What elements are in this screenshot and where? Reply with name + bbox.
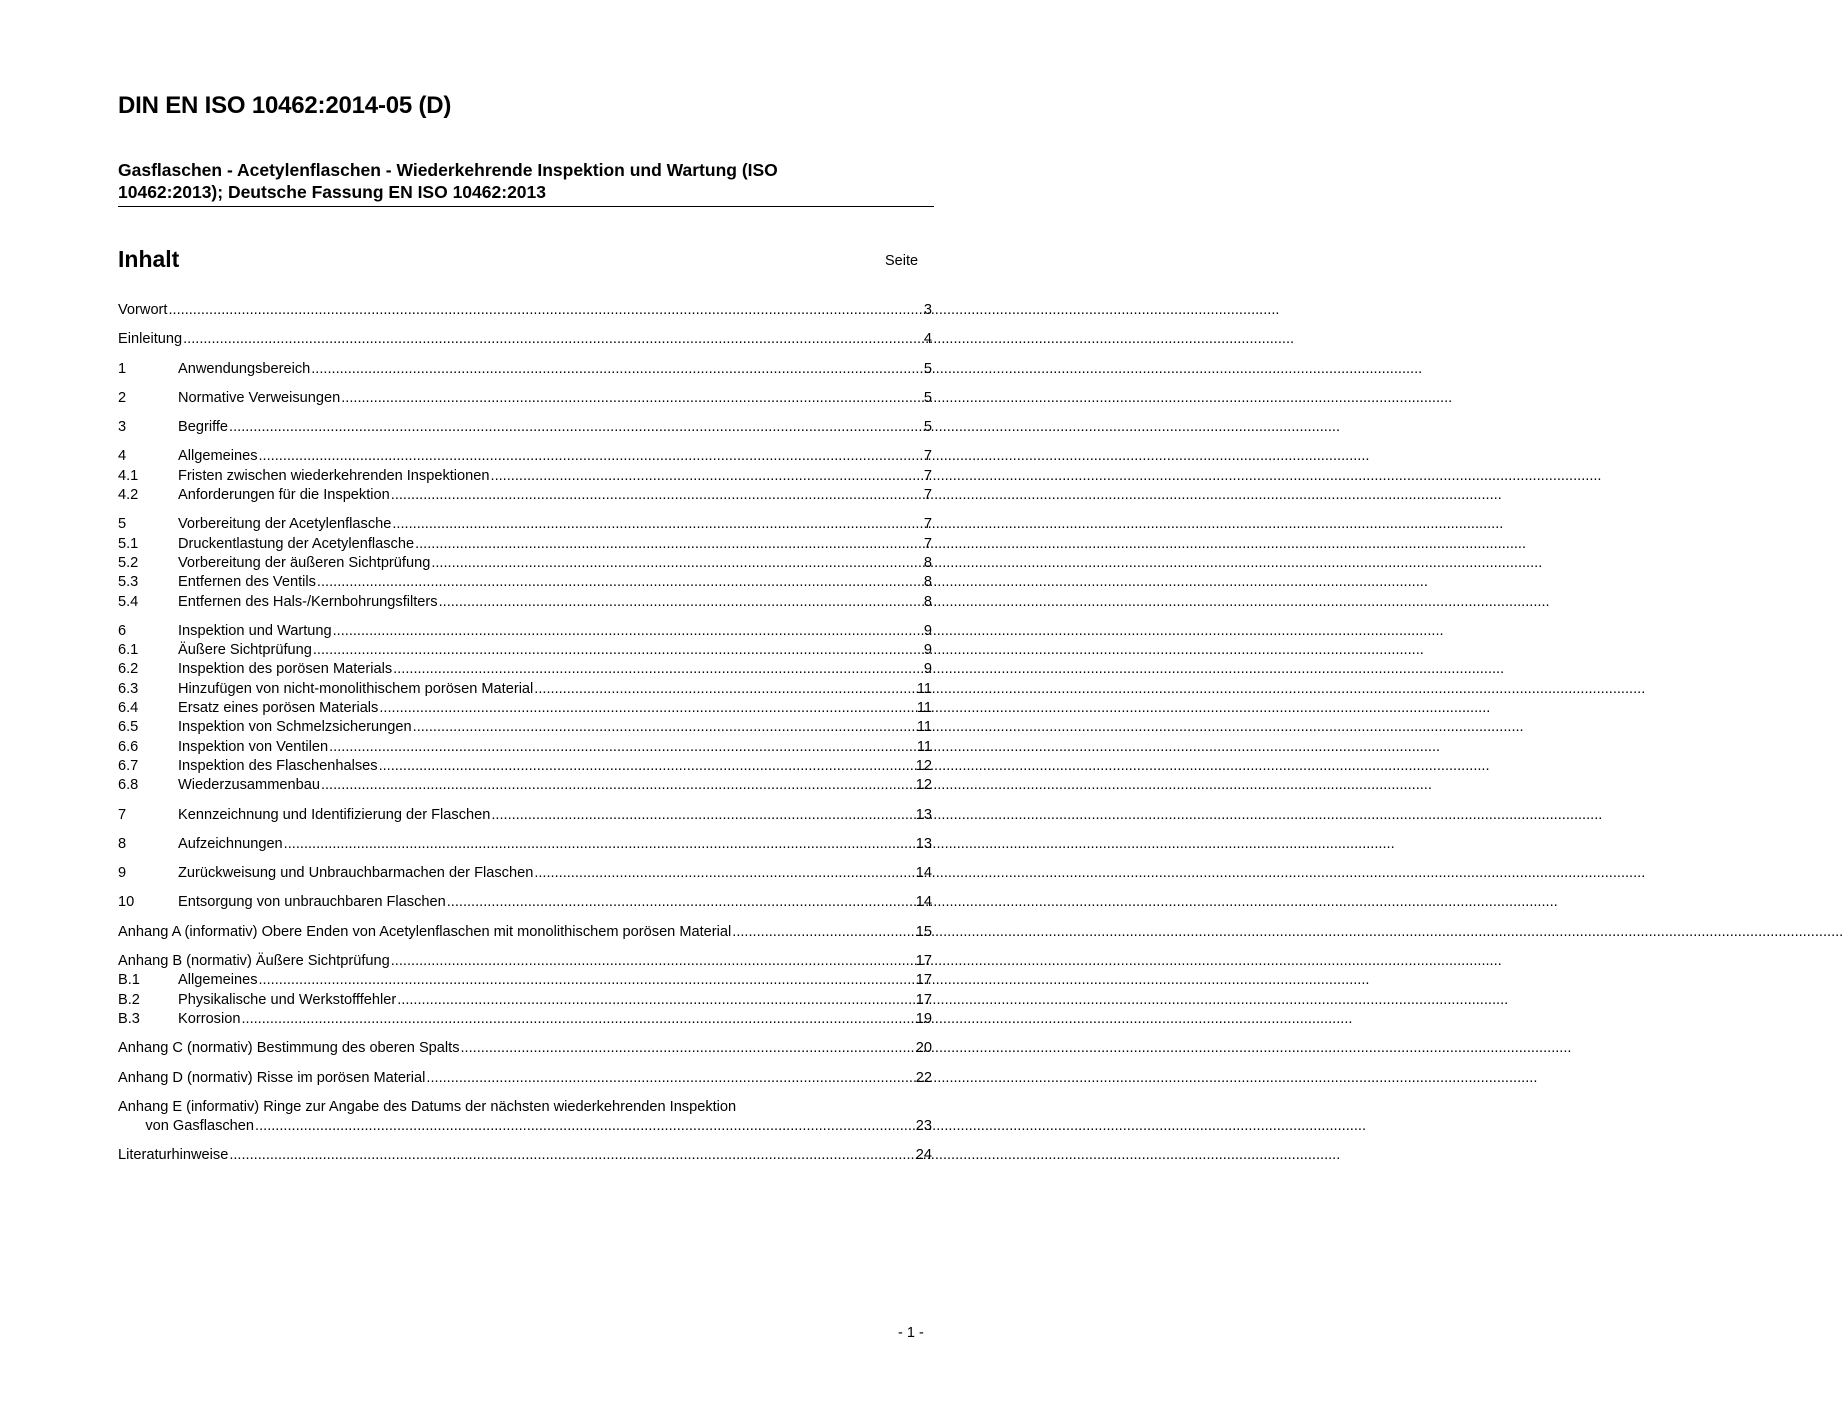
toc-entry-page: 15 bbox=[915, 923, 932, 940]
toc-dot-leader bbox=[439, 593, 923, 612]
toc-entry-title: Inspektion von Schmelzsicherungen bbox=[178, 719, 412, 736]
toc-entry-page: 19 bbox=[915, 1010, 932, 1027]
toc-dot-leader bbox=[333, 622, 923, 641]
toc-group bbox=[118, 893, 932, 912]
toc-entry-page: 7 bbox=[923, 448, 932, 465]
toc-entry-title: Ersatz eines porösen Materials bbox=[178, 700, 379, 717]
toc-entry-title: Anhang B (normativ) Äußere Sichtprüfung bbox=[118, 953, 390, 970]
toc-entry[interactable] bbox=[118, 515, 932, 534]
toc-entry-number: B.2 bbox=[118, 991, 140, 1008]
toc-entry-number: B.1 bbox=[118, 972, 140, 989]
toc-entry-page: 8 bbox=[923, 554, 932, 571]
toc-entry-number: 6.2 bbox=[118, 661, 139, 678]
toc-entry-number: 4 bbox=[118, 448, 127, 465]
toc-group bbox=[118, 952, 932, 1029]
toc-entry-number: 10 bbox=[118, 894, 135, 911]
toc-dot-leader bbox=[241, 1010, 914, 1029]
toc-entry[interactable] bbox=[118, 660, 932, 679]
toc-entry-number: 5.2 bbox=[118, 554, 139, 571]
toc-entry-title: von Gasflaschen bbox=[145, 1118, 255, 1135]
toc-entry-page: 11 bbox=[916, 700, 932, 717]
toc-group bbox=[118, 1069, 932, 1088]
toc-entry[interactable] bbox=[118, 971, 932, 990]
toc-entry-title: Anhang D (normativ) Risse im porösen Material bbox=[118, 1069, 426, 1086]
toc-entry[interactable] bbox=[118, 1117, 932, 1136]
toc-entry-title: Inspektion und Wartung bbox=[178, 622, 332, 639]
toc-entry-number: 4.2 bbox=[118, 487, 139, 504]
toc-entry-title: Kennzeichnung und Identifizierung der Flaschen bbox=[178, 806, 491, 823]
toc-entry-title: Allgemeines bbox=[178, 448, 258, 465]
toc-entry-page: 17 bbox=[915, 953, 932, 970]
toc-dot-leader bbox=[391, 486, 923, 505]
toc-dot-leader bbox=[392, 515, 923, 534]
toc-entry[interactable] bbox=[118, 864, 932, 883]
toc-dot-leader bbox=[534, 680, 916, 699]
toc-entry-number: 5.1 bbox=[118, 535, 139, 552]
toc-group bbox=[118, 622, 932, 796]
toc-dot-leader bbox=[168, 301, 922, 320]
toc-entry[interactable] bbox=[118, 360, 932, 379]
toc-entry-page: 12 bbox=[915, 777, 932, 794]
toc-entry-title: Physikalische und Werkstofffehler bbox=[178, 991, 397, 1008]
toc-entry[interactable] bbox=[118, 718, 932, 737]
toc-entry-page: 11 bbox=[916, 680, 932, 697]
title-divider bbox=[118, 206, 934, 207]
toc-dot-leader bbox=[732, 923, 915, 942]
toc-entry-number: B.3 bbox=[118, 1010, 140, 1027]
toc-entry[interactable] bbox=[118, 738, 932, 757]
toc-dot-leader bbox=[397, 991, 915, 1010]
toc-dot-leader bbox=[229, 418, 923, 437]
toc-entry-page: 9 bbox=[923, 661, 932, 678]
toc-dot-leader bbox=[311, 360, 923, 379]
toc-entry-number: 1 bbox=[118, 360, 127, 377]
toc-entry-number: 4.1 bbox=[118, 467, 139, 484]
toc-group bbox=[118, 1146, 932, 1165]
toc-entry[interactable] bbox=[118, 641, 932, 660]
toc-entry-title: Druckentlastung der Acetylenflasche bbox=[178, 535, 415, 552]
toc-entry-page: 5 bbox=[923, 419, 932, 436]
toc-entry[interactable] bbox=[118, 554, 932, 573]
toc-entry-number: 9 bbox=[118, 865, 127, 882]
toc-entry-title: Hinzufügen von nicht-monolithischem porösen Material bbox=[178, 680, 534, 697]
toc-entry-number: 6.6 bbox=[118, 738, 139, 755]
toc-dot-leader bbox=[534, 864, 914, 883]
toc-entry-page: 9 bbox=[923, 622, 932, 639]
toc-dot-leader bbox=[321, 776, 915, 795]
toc-entry-page: 14 bbox=[915, 865, 932, 882]
toc-group bbox=[118, 1098, 932, 1137]
toc-entry-title: Äußere Sichtprüfung bbox=[178, 642, 312, 659]
toc-entry-title: Anhang C (normativ) Bestimmung des oberen Spalts bbox=[118, 1040, 460, 1057]
toc-entry-page: 5 bbox=[923, 360, 932, 377]
toc-group bbox=[118, 301, 932, 320]
toc-entry-number: 6.1 bbox=[118, 642, 139, 659]
toc-entry-page: 11 bbox=[916, 738, 932, 755]
toc-entry-title: Zurückweisung und Unbrauchbarmachen der Flaschen bbox=[178, 865, 534, 882]
toc-group bbox=[118, 515, 932, 611]
toc-entry-page: 9 bbox=[923, 642, 932, 659]
toc-entry-title: Entfernen des Hals-/Kernbohrungsfilters bbox=[178, 593, 438, 610]
toc-entry-page: 7 bbox=[923, 487, 932, 504]
toc-entry-page: 13 bbox=[915, 835, 932, 852]
toc-entry-page: 24 bbox=[915, 1147, 932, 1164]
toc-entry-number: 6.7 bbox=[118, 757, 139, 774]
toc-entry-number: 6.4 bbox=[118, 700, 139, 717]
toc-entry[interactable] bbox=[118, 593, 932, 612]
toc-entry[interactable] bbox=[118, 699, 932, 718]
toc-entry-page: 5 bbox=[923, 389, 932, 406]
toc-dot-leader bbox=[426, 1069, 914, 1088]
toc-dot-leader bbox=[431, 554, 923, 573]
toc-dot-leader bbox=[329, 738, 916, 757]
toc-dot-leader bbox=[259, 971, 915, 990]
toc-dot-leader bbox=[393, 660, 923, 679]
toc-entry-title: Inspektion des Flaschenhalses bbox=[178, 757, 378, 774]
toc-entry-page: 23 bbox=[915, 1118, 932, 1135]
toc-entry-title: Inspektion des porösen Materials bbox=[178, 661, 393, 678]
toc-dot-leader bbox=[229, 1146, 914, 1165]
toc-dot-leader bbox=[391, 952, 915, 971]
toc-entry[interactable] bbox=[118, 1069, 932, 1088]
toc-entry-title: Literaturhinweise bbox=[118, 1147, 229, 1164]
toc-dot-leader bbox=[313, 641, 923, 660]
toc-entry[interactable] bbox=[118, 535, 932, 554]
toc-entry-title: Vorbereitung der äußeren Sichtprüfung bbox=[178, 554, 431, 571]
toc-group bbox=[118, 864, 932, 883]
toc-entry[interactable] bbox=[118, 467, 932, 486]
toc-entry-title: Normative Verweisungen bbox=[178, 389, 341, 406]
toc-entry[interactable] bbox=[118, 757, 932, 776]
toc-group bbox=[118, 923, 932, 942]
toc-entry-title: Begriffe bbox=[178, 419, 229, 436]
toc-entry-title: Anhang E (informativ) Ringe zur Angabe des Datums der nächsten wiederkehrenden Inspektion bbox=[118, 1098, 737, 1115]
toc-entry-page: 11 bbox=[916, 719, 932, 736]
toc-entry-page: 7 bbox=[923, 516, 932, 533]
toc-entry-title: Aufzeichnungen bbox=[178, 835, 283, 852]
toc-dot-leader bbox=[447, 893, 915, 912]
toc-entry-number: 2 bbox=[118, 389, 127, 406]
document-title: DIN EN ISO 10462:2014-05 (D) bbox=[118, 92, 452, 119]
toc-entry-page: 8 bbox=[923, 593, 932, 610]
toc-entry-title: Einleitung bbox=[118, 331, 183, 348]
toc-group bbox=[118, 360, 932, 379]
toc-entry[interactable] bbox=[118, 835, 932, 854]
toc-entry[interactable] bbox=[118, 1098, 932, 1117]
toc-entry-number: 5.3 bbox=[118, 574, 139, 591]
toc-entry[interactable] bbox=[118, 806, 932, 825]
toc-entry[interactable] bbox=[118, 991, 932, 1010]
toc-entry[interactable] bbox=[118, 893, 932, 912]
toc-group bbox=[118, 835, 932, 854]
toc-dot-leader bbox=[183, 330, 923, 349]
toc-entry[interactable] bbox=[118, 486, 932, 505]
toc-entry-number: 5 bbox=[118, 516, 127, 533]
toc-entry-page: 20 bbox=[915, 1040, 932, 1057]
toc-entry-number: 6.3 bbox=[118, 680, 139, 697]
toc-group bbox=[118, 806, 932, 825]
toc-group bbox=[118, 447, 932, 505]
toc-entry-page: 12 bbox=[915, 757, 932, 774]
toc-entry[interactable] bbox=[118, 418, 932, 437]
toc-group bbox=[118, 330, 932, 349]
toc-entry-title: Allgemeines bbox=[178, 972, 258, 989]
toc-entry-title: Vorbereitung der Acetylenflasche bbox=[178, 516, 392, 533]
toc-dot-leader bbox=[284, 835, 915, 854]
toc-entry[interactable] bbox=[118, 389, 932, 408]
toc-entry-number: 3 bbox=[118, 419, 127, 436]
toc-dot-leader bbox=[379, 757, 915, 776]
toc-entry-page: 17 bbox=[915, 972, 932, 989]
toc-dot-leader bbox=[379, 699, 915, 718]
toc-dot-leader bbox=[491, 806, 914, 825]
toc-entry-title: Anforderungen für die Inspektion bbox=[178, 487, 390, 504]
toc-entry[interactable] bbox=[118, 447, 932, 466]
toc-entry-page: 14 bbox=[915, 894, 932, 911]
toc-dot-leader bbox=[259, 447, 923, 466]
toc-entry-title: Korrosion bbox=[178, 1010, 241, 1027]
footer-page-number: - 1 - bbox=[898, 1325, 924, 1341]
toc-entry[interactable] bbox=[118, 923, 932, 942]
toc-entry-number: 6.8 bbox=[118, 777, 139, 794]
toc-entry-title: Inspektion von Ventilen bbox=[178, 738, 329, 755]
toc-dot-leader bbox=[341, 389, 923, 408]
toc-entry-page: 22 bbox=[915, 1069, 932, 1086]
toc-entry-title: Anhang A (informativ) Obere Enden von Acetylenflaschen mit monolithischem porösen Material bbox=[118, 923, 732, 940]
subtitle-line-2: 10462:2013); Deutsche Fassung EN ISO 10462:2013 bbox=[118, 182, 546, 202]
toc-entry-title: Vorwort bbox=[118, 302, 168, 318]
toc-dot-leader bbox=[491, 467, 923, 486]
table-of-contents bbox=[118, 301, 932, 1176]
toc-entry-title: Wiederzusammenbau bbox=[178, 777, 320, 794]
toc-dot-leader bbox=[413, 718, 916, 737]
toc-dot-leader bbox=[415, 535, 923, 554]
toc-group bbox=[118, 418, 932, 437]
document-subtitle bbox=[118, 159, 918, 203]
toc-entry-title: Fristen zwischen wiederkehrenden Inspektionen bbox=[178, 467, 490, 484]
toc-dot-leader bbox=[461, 1039, 915, 1058]
toc-entry-title: Entsorgung von unbrauchbaren Flaschen bbox=[178, 894, 446, 911]
toc-entry[interactable] bbox=[118, 573, 932, 592]
toc-entry-page: 7 bbox=[923, 535, 932, 552]
toc-entry-page: 17 bbox=[915, 991, 932, 1008]
toc-entry-page: 13 bbox=[915, 806, 932, 823]
toc-group bbox=[118, 389, 932, 408]
toc-entry[interactable] bbox=[118, 1146, 932, 1165]
subtitle-line-1: Gasflaschen - Acetylenflaschen - Wiederkehrende Inspektion und Wartung (ISO bbox=[118, 160, 778, 180]
toc-entry-page: 3 bbox=[923, 302, 932, 318]
toc-entry-page: 4 bbox=[923, 331, 932, 348]
toc-entry[interactable] bbox=[118, 301, 932, 320]
toc-entry[interactable] bbox=[118, 776, 932, 795]
toc-page-column-label: Seite bbox=[885, 253, 919, 269]
toc-entry[interactable] bbox=[118, 1010, 932, 1029]
toc-entry-number: 7 bbox=[118, 806, 127, 823]
toc-entry-number: 8 bbox=[118, 835, 127, 852]
toc-entry-title: Anwendungsbereich bbox=[178, 360, 311, 377]
toc-entry[interactable] bbox=[118, 330, 932, 349]
toc-entry[interactable] bbox=[118, 680, 932, 699]
toc-entry-page: 8 bbox=[923, 574, 932, 591]
toc-entry-number: 6.5 bbox=[118, 719, 139, 736]
toc-entry[interactable] bbox=[118, 622, 932, 641]
toc-entry-number: 6 bbox=[118, 622, 127, 639]
toc-entry-page: 7 bbox=[923, 467, 932, 484]
toc-group bbox=[118, 1039, 932, 1058]
toc-entry[interactable] bbox=[118, 952, 932, 971]
toc-dot-leader bbox=[255, 1117, 915, 1136]
toc-entry[interactable] bbox=[118, 1039, 932, 1058]
toc-heading: Inhalt bbox=[118, 246, 180, 272]
toc-entry-title: Entfernen des Ventils bbox=[178, 574, 316, 591]
toc-entry-number: 5.4 bbox=[118, 593, 139, 610]
toc-dot-leader bbox=[317, 573, 923, 592]
